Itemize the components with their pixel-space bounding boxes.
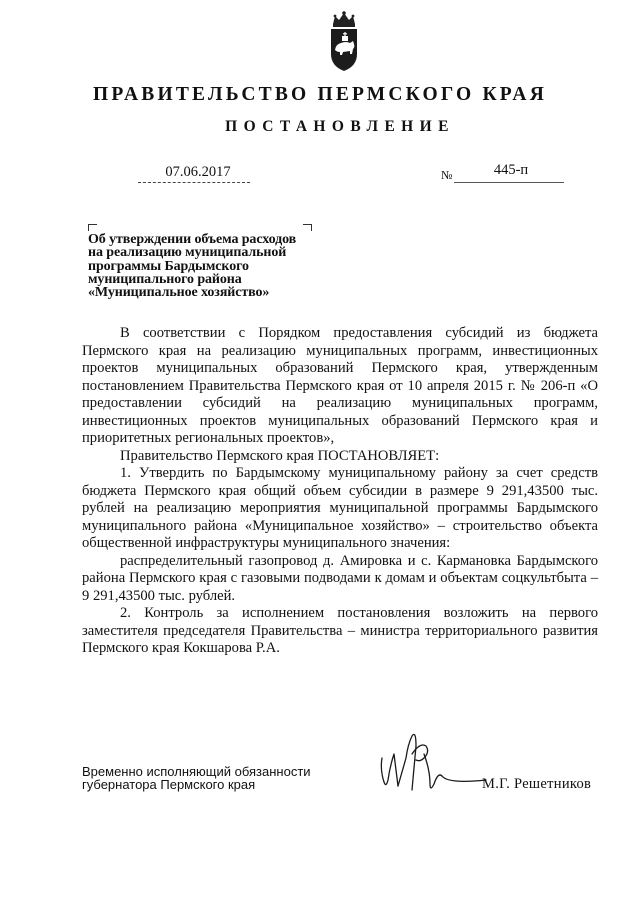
subject-line: Об утверждении объема расходов <box>88 232 297 247</box>
decree-date: 07.06.2017 <box>165 164 231 180</box>
decree-date-field <box>138 164 250 183</box>
government-title: ПРАВИТЕЛЬСТВО ПЕРМСКОГО КРАЯ <box>93 84 547 105</box>
subject-line: программы Бардымского <box>88 258 249 274</box>
decree-number: 445-п <box>493 162 529 178</box>
subject-corner-mark-right <box>303 224 312 231</box>
decree-body <box>82 325 598 658</box>
body-paragraph-item-2: 2. Контроль за исполнением постановления возложить на первого заместителя председателя Правительства – министра территориального развития Пермского края Кокшарова Р.А. <box>82 605 598 656</box>
subject-line: на реализацию муниципальной <box>88 245 287 261</box>
subject-line: муниципального района <box>88 271 242 287</box>
decree-number-field <box>454 164 564 183</box>
subject-line: «Муниципальное хозяйство» <box>88 285 270 301</box>
signatory-position-line: губернатора Пермского края <box>82 777 256 792</box>
body-paragraph-object: распределительный газопровод д. Амировка и с. Кармановка Бардымского района Пермского края с газовыми подводами к домам и объектам соцкультбыта – 9 291,43500 тыс. рублей. <box>82 552 598 604</box>
decree-subject <box>88 233 328 299</box>
signatory-name: М.Г. Решетников <box>482 776 592 792</box>
signatory-position <box>82 765 342 791</box>
document-type-title: ПОСТАНОВЛЕНИЕ <box>225 118 455 135</box>
handwritten-signature-icon <box>368 724 488 804</box>
subject-corner-mark-left <box>88 224 97 231</box>
signatory-position-line: Временно исполняющий обязанности <box>82 764 311 779</box>
number-sign: № <box>441 168 453 182</box>
body-paragraph-item-1: 1. Утвердить по Бардымскому муниципальному району за счет средств бюджета Пермского края общий объем субсидии в размере 9 291,43500 тыс. рублей на реализацию мероприятия муниципальной программы Бардымского муниципального района «Муниципальное хозяйство» – строительство объекта общественной инфраструктуры муниципального значения: <box>82 465 598 551</box>
coat-of-arms-icon <box>326 10 362 74</box>
body-paragraph-preamble: В соответствии с Порядком предоставления субсидий из бюджета Пермского края на реализацию муниципальных программ, инвестиционных проектов муниципальных образований Пермского края, утвержденным постановлением Правительства Пермского края от 10 апреля 2015 г. № 206-п «О предоставлении субсидий на реализацию муниципальных программ, инвестиционных проектов муниципальных образований Пермского края и приоритетных региональных проектов», <box>82 325 598 446</box>
body-paragraph-resolves: Правительство Пермского края ПОСТАНОВЛЯЕТ: <box>120 447 440 464</box>
